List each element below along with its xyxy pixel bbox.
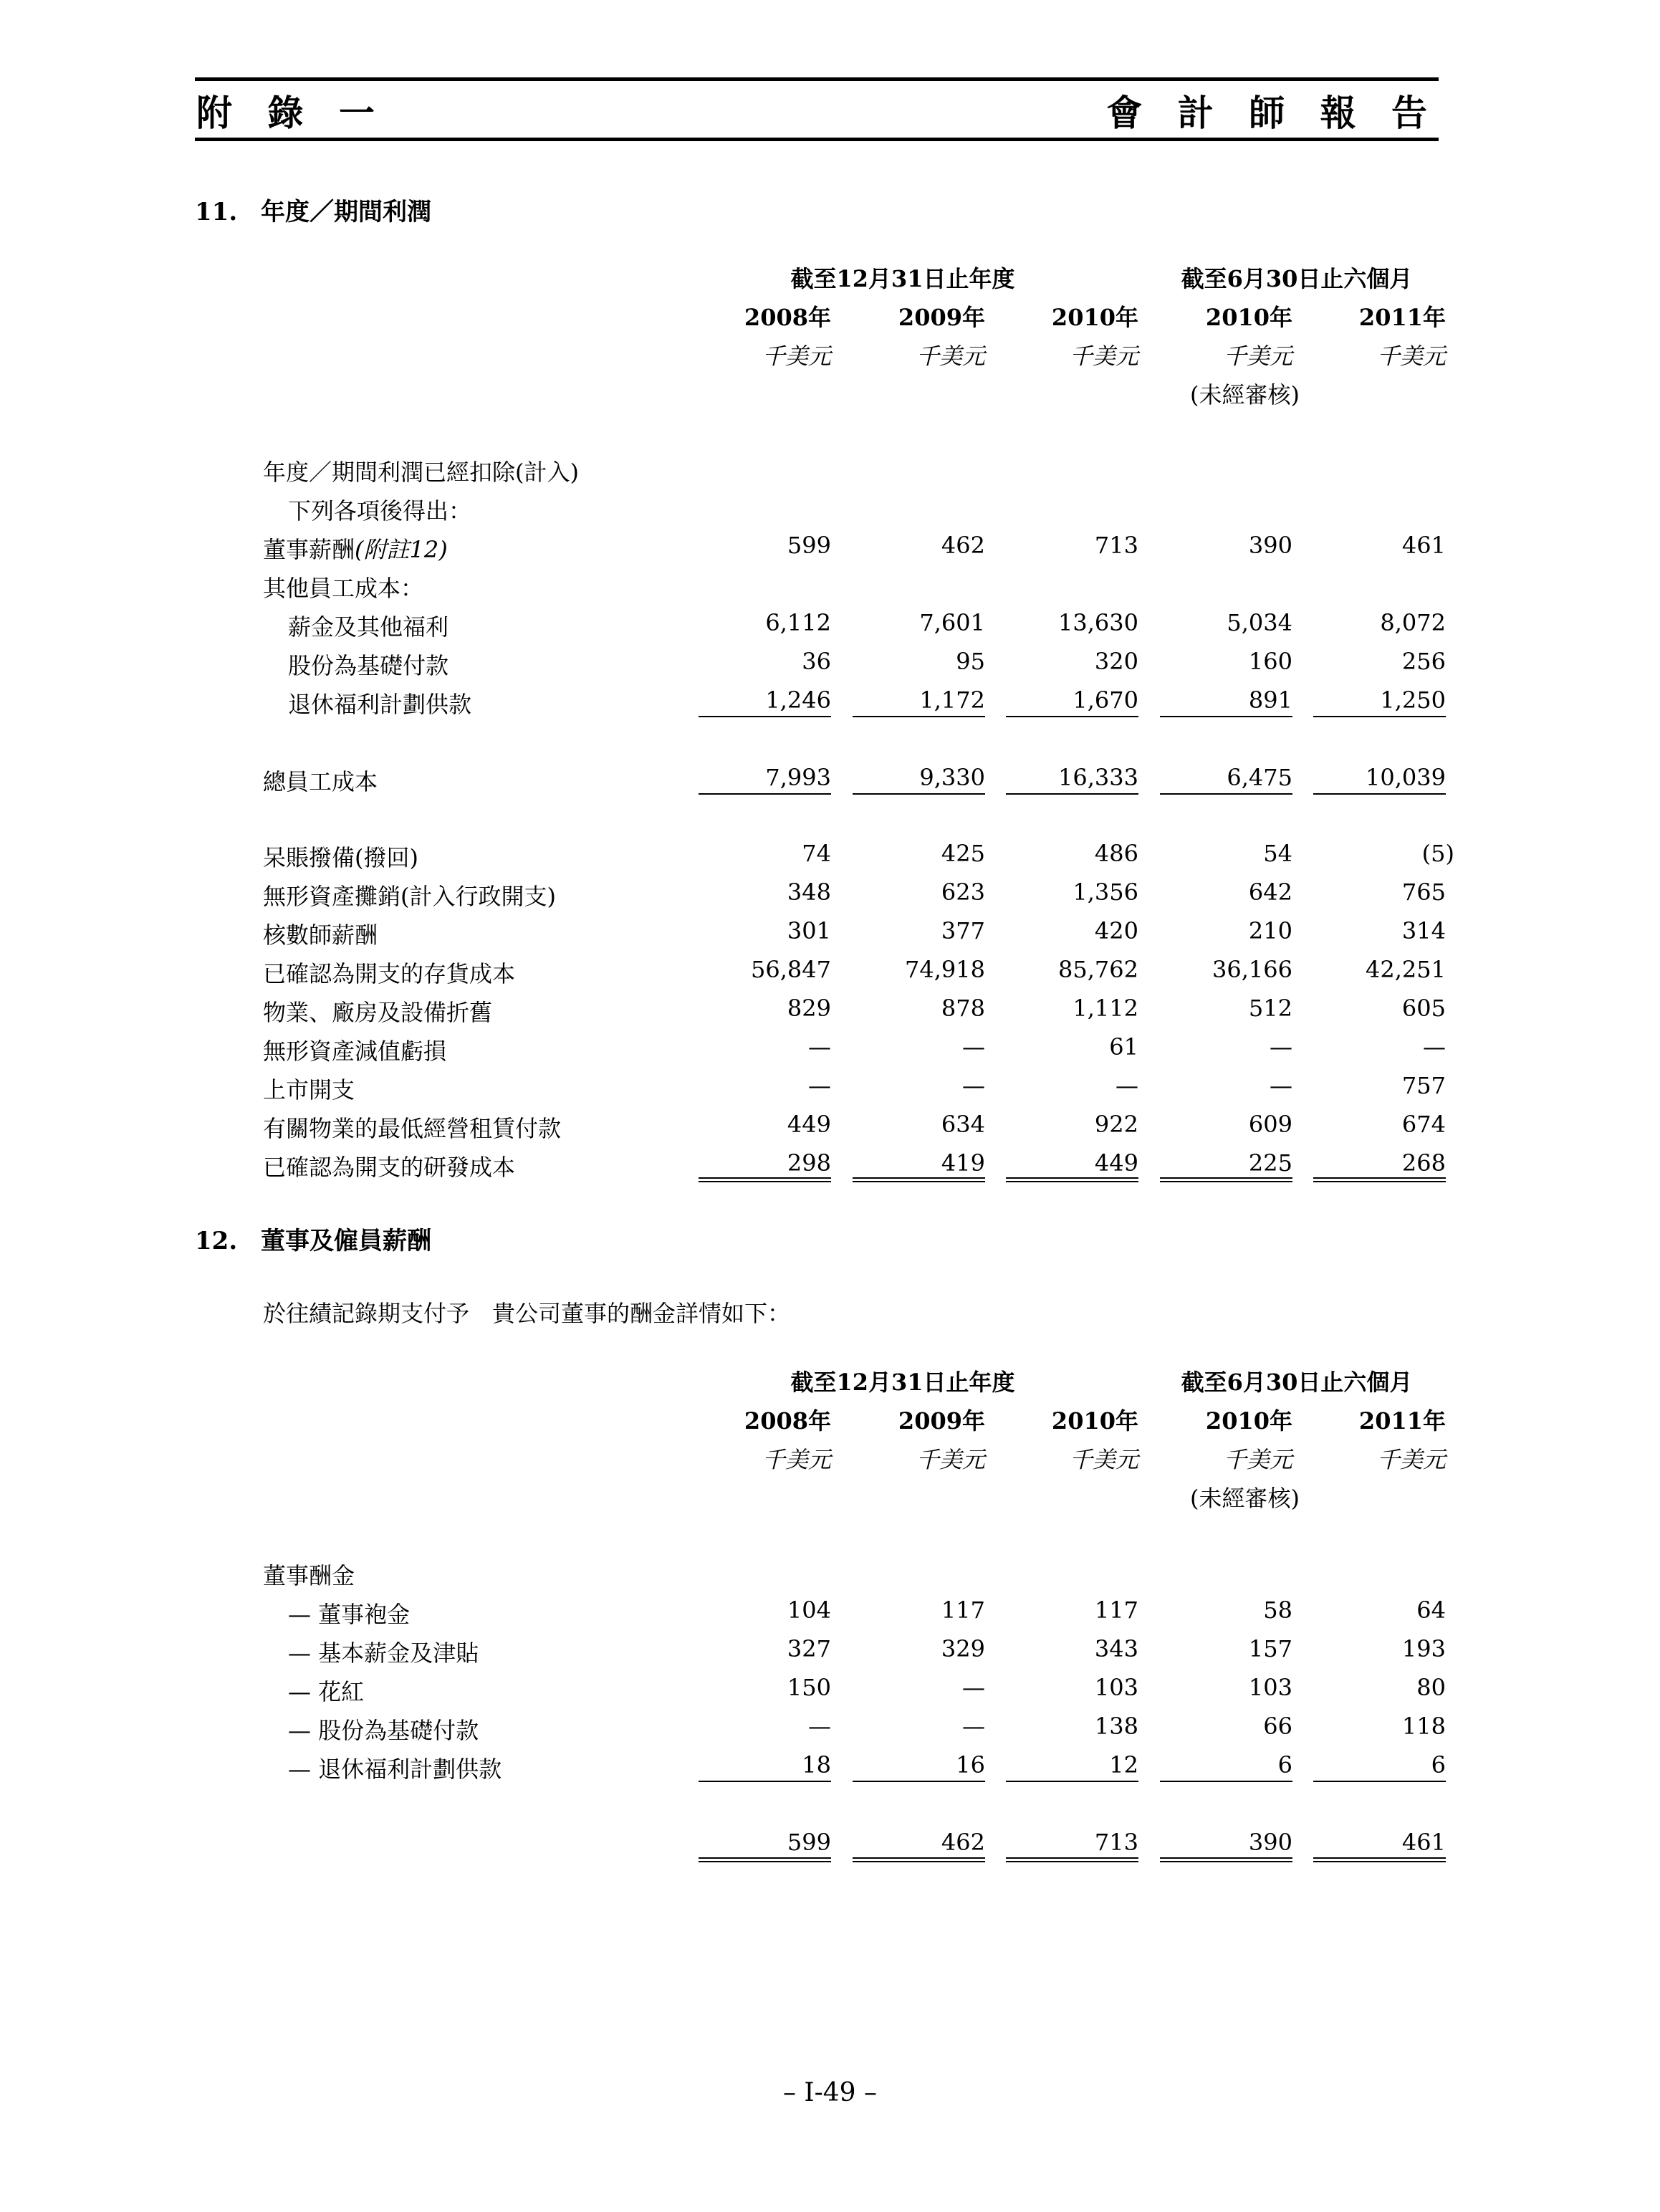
cell-value: 634 [941, 1111, 985, 1138]
cell-value: 343 [1094, 1635, 1138, 1662]
cell-value: 74 [802, 840, 831, 867]
cell-value: 268 [1401, 1149, 1446, 1177]
cell-value: 298 [787, 1149, 831, 1177]
double-rule [1313, 1177, 1446, 1182]
cell-value: 157 [1248, 1635, 1292, 1662]
subtotal-rule [1006, 716, 1138, 717]
unit-label: 千美元 [1223, 1446, 1292, 1473]
group-header-interim: 截至6月30日止六個月 [1181, 265, 1413, 292]
table-row [0, 1635, 1660, 1674]
cell-value: 449 [1094, 1149, 1138, 1177]
unaudited-note: (未經審核) [1190, 381, 1300, 408]
cell-value: 623 [941, 878, 985, 906]
row-label: — 花紅 [288, 1678, 365, 1705]
cell-value: 64 [1416, 1596, 1446, 1624]
cell-value: 1,172 [919, 686, 985, 714]
double-rule [1006, 1857, 1138, 1862]
group-header-interim: 截至6月30日止六個月 [1181, 1369, 1413, 1396]
cell-value: 642 [1248, 878, 1292, 906]
group-header-annual: 截至12月31日止年度 [790, 1369, 1015, 1396]
table-row [0, 995, 1660, 1033]
table-row [0, 1111, 1660, 1149]
cell-value: 8,072 [1380, 609, 1446, 636]
table-row [0, 878, 1660, 917]
year-header: 2008年 [744, 1407, 831, 1435]
group-header-annual: 截至12月31日止年度 [790, 265, 1015, 292]
row-label: 董事薪酬(附註12) [263, 536, 448, 563]
cell-value: 829 [787, 995, 831, 1022]
unit-label: 千美元 [1223, 343, 1292, 370]
subtotal-rule [1160, 1781, 1292, 1782]
cell-value: 160 [1248, 648, 1292, 675]
unit-label: 千美元 [1376, 343, 1446, 370]
cell-value: 85,762 [1058, 956, 1138, 983]
unit-label: 千美元 [1069, 1446, 1138, 1473]
cell-value: 5,034 [1227, 609, 1292, 636]
subtotal-rule [853, 1781, 985, 1782]
row-label: 無形資產攤銷(計入行政開支) [263, 883, 556, 910]
year-header: 2008年 [744, 304, 831, 331]
cell-value: 314 [1401, 917, 1446, 944]
cell-value: 36,166 [1212, 956, 1292, 983]
total-value: 461 [1401, 1829, 1446, 1856]
cell-value: 103 [1094, 1674, 1138, 1701]
table-row [0, 917, 1660, 956]
cell-value: 390 [1248, 532, 1292, 559]
cell-value: 103 [1248, 1674, 1292, 1701]
subtotal-rule [853, 716, 985, 717]
cell-value: 7,601 [919, 609, 985, 636]
subtotal-rule [699, 716, 831, 717]
cell-value: 605 [1401, 995, 1446, 1022]
cell-value: 765 [1401, 878, 1446, 906]
row-label: 退休福利計劃供款 [288, 691, 472, 718]
cell-value: 420 [1094, 917, 1138, 944]
total-value: 599 [787, 1829, 831, 1856]
cell-value: 609 [1248, 1111, 1292, 1138]
cell-value: 922 [1094, 1111, 1138, 1138]
cell-value: 95 [956, 648, 985, 675]
cell-value: 61 [1109, 1033, 1138, 1060]
row-label: 呆賬撥備(撥回) [263, 844, 418, 871]
cell-value: 7,993 [765, 764, 831, 791]
header-report-title: 會 計 師 報 告 [1106, 92, 1439, 134]
cell-value: 419 [941, 1149, 985, 1177]
cell-value: 117 [941, 1596, 985, 1624]
row-label: 核數師薪酬 [263, 921, 378, 949]
cell-value: — [962, 1072, 985, 1099]
section-12-title [195, 1221, 431, 1256]
cell-value: — [808, 1072, 831, 1099]
total-rule [699, 793, 831, 795]
double-rule [1160, 1857, 1292, 1862]
cell-value: 6 [1277, 1751, 1292, 1778]
double-rule [699, 1857, 831, 1862]
table-row [0, 686, 1660, 725]
row-label: — 股份為基礎付款 [288, 1717, 479, 1744]
cell-value: — [808, 1713, 831, 1740]
cell-value: 674 [1401, 1111, 1446, 1138]
cell-value: 9,330 [919, 764, 985, 791]
table-row [0, 532, 1660, 570]
total-value: 390 [1248, 1829, 1292, 1856]
table-row [0, 1713, 1660, 1751]
table-row [0, 1751, 1660, 1790]
subtotal-rule [1313, 1781, 1446, 1782]
year-header: 2011年 [1358, 304, 1446, 331]
cell-value: — [808, 1033, 831, 1060]
section-title-text: 年度／期間利潤 [261, 198, 431, 226]
double-rule [1160, 1177, 1292, 1182]
cell-value: 486 [1094, 840, 1138, 867]
cell-value: 449 [787, 1111, 831, 1138]
total-value: 462 [941, 1829, 985, 1856]
cell-value: 329 [941, 1635, 985, 1662]
total-rule [1160, 793, 1292, 795]
unit-label: 千美元 [916, 1446, 985, 1473]
subtotal-rule [1006, 1781, 1138, 1782]
year-header: 2010年 [1051, 1407, 1138, 1435]
cell-value: — [1270, 1072, 1292, 1099]
table-row [0, 1674, 1660, 1713]
cell-value: 878 [941, 995, 985, 1022]
cell-value: 512 [1248, 995, 1292, 1022]
table-row [0, 609, 1660, 648]
cell-value: 713 [1094, 532, 1138, 559]
double-rule [1006, 1177, 1138, 1182]
cell-value: 461 [1401, 532, 1446, 559]
cell-value: 193 [1401, 1635, 1446, 1662]
header-appendix-title: 附 錄 一 [196, 92, 386, 134]
cell-value: 6,475 [1227, 764, 1292, 791]
cell-value: 1,112 [1073, 995, 1138, 1022]
page-number: – I-49 – [782, 2078, 878, 2107]
subtotal-rule [1160, 716, 1292, 717]
row-label: 總員工成本 [263, 768, 378, 795]
cell-value: — [1270, 1033, 1292, 1060]
row-label: — 退休福利計劃供款 [288, 1756, 502, 1783]
cell-value: 327 [787, 1635, 831, 1662]
year-header: 2010年 [1205, 304, 1292, 331]
cell-value: 225 [1248, 1149, 1292, 1177]
table-row [0, 1596, 1660, 1635]
row-label: 上市開支 [263, 1076, 355, 1103]
intro-line: 年度／期間利潤已經扣除(計入) [263, 459, 579, 486]
section-title-text: 董事及僱員薪酬 [261, 1227, 431, 1255]
year-header: 2011年 [1358, 1407, 1446, 1435]
cell-value: 348 [787, 878, 831, 906]
unit-label: 千美元 [1069, 343, 1138, 370]
cell-value: 301 [787, 917, 831, 944]
section-paragraph: 於往績記錄期支付予 貴公司董事的酬金詳情如下： [263, 1300, 791, 1327]
row-label: 已確認為開支的研發成本 [263, 1154, 516, 1181]
cell-value: 425 [941, 840, 985, 867]
row-label: 股份為基礎付款 [288, 652, 449, 679]
total-value: 713 [1094, 1829, 1138, 1856]
cell-value: 10,039 [1366, 764, 1446, 791]
cell-value: 12 [1109, 1751, 1138, 1778]
cell-value: 1,670 [1073, 686, 1138, 714]
cell-value: 891 [1248, 686, 1292, 714]
cell-value: 117 [1094, 1596, 1138, 1624]
cell-value: 256 [1401, 648, 1446, 675]
cell-value: 138 [1094, 1713, 1138, 1740]
total-rule [1006, 793, 1138, 795]
row-label: 薪金及其他福利 [288, 613, 449, 641]
row-label: — 基本薪金及津貼 [288, 1639, 479, 1667]
cell-value: 66 [1263, 1713, 1292, 1740]
cell-value: 13,630 [1058, 609, 1138, 636]
row-label: 有關物業的最低經營租賃付款 [263, 1115, 562, 1142]
cell-value: 36 [802, 648, 831, 675]
section-number: 12. [195, 1227, 238, 1255]
cell-value: 320 [1094, 648, 1138, 675]
cell-value: 74,918 [905, 956, 985, 983]
cell-value: 16 [956, 1751, 985, 1778]
header-rule-top [195, 77, 1439, 81]
cell-value: 599 [787, 532, 831, 559]
cell-value: 104 [787, 1596, 831, 1624]
double-rule [853, 1857, 985, 1862]
subtotal-rule [699, 1781, 831, 1782]
cell-value: — [1423, 1033, 1446, 1060]
table-row [0, 840, 1660, 878]
unit-label: 千美元 [762, 343, 831, 370]
total-rule [1313, 793, 1446, 795]
cell-value: 56,847 [751, 956, 831, 983]
cell-value: 150 [787, 1674, 831, 1701]
row-label: — 董事袍金 [288, 1601, 411, 1628]
cell-value: 80 [1416, 1674, 1446, 1701]
year-header: 2010年 [1051, 304, 1138, 331]
row-label: 其他員工成本： [263, 575, 424, 602]
table-row [0, 1072, 1660, 1111]
unit-label: 千美元 [762, 1446, 831, 1473]
cell-value: 1,356 [1073, 878, 1138, 906]
unit-label: 千美元 [916, 343, 985, 370]
unaudited-note: (未經審核) [1190, 1485, 1300, 1512]
cell-value: 18 [802, 1751, 831, 1778]
cell-value: 210 [1248, 917, 1292, 944]
cell-value: — [962, 1713, 985, 1740]
cell-value: 6 [1431, 1751, 1446, 1778]
cell-value: 377 [941, 917, 985, 944]
year-header: 2009年 [898, 304, 985, 331]
section-number: 11. [195, 198, 238, 226]
table-row [0, 1033, 1660, 1072]
cell-value: 1,246 [765, 686, 831, 714]
table-row [0, 956, 1660, 995]
cell-value: 118 [1401, 1713, 1446, 1740]
year-header: 2009年 [898, 1407, 985, 1435]
cell-value: 54 [1263, 840, 1292, 867]
cell-value: 462 [941, 532, 985, 559]
unit-label: 千美元 [1376, 1446, 1446, 1473]
table-row [0, 764, 1660, 803]
cell-value: 1,250 [1380, 686, 1446, 714]
row-label: 已確認為開支的存貨成本 [263, 960, 516, 987]
intro-line: 下列各項後得出： [288, 497, 472, 525]
subtotal-rule [1313, 716, 1446, 717]
double-rule [853, 1177, 985, 1182]
row-label: 無形資產減值虧損 [263, 1038, 447, 1065]
double-rule [1313, 1857, 1446, 1862]
cell-value: — [962, 1033, 985, 1060]
cell-value: 58 [1263, 1596, 1292, 1624]
year-header: 2010年 [1205, 1407, 1292, 1435]
double-rule [699, 1177, 831, 1182]
cell-value: 42,251 [1366, 956, 1446, 983]
header-rule-bottom [195, 138, 1439, 141]
cell-value: 16,333 [1058, 764, 1138, 791]
table-row [0, 570, 1660, 609]
table-row [0, 648, 1660, 686]
cell-value: 6,112 [765, 609, 831, 636]
row-label: 物業、廠房及設備折舊 [263, 999, 493, 1026]
total-rule [853, 793, 985, 795]
section-11-title [195, 192, 431, 227]
cell-value: 757 [1401, 1072, 1446, 1099]
group-label: 董事酬金 [263, 1562, 355, 1589]
cell-value: — [962, 1674, 985, 1701]
cell-value: (5) [1421, 840, 1454, 867]
cell-value: — [1116, 1072, 1138, 1099]
